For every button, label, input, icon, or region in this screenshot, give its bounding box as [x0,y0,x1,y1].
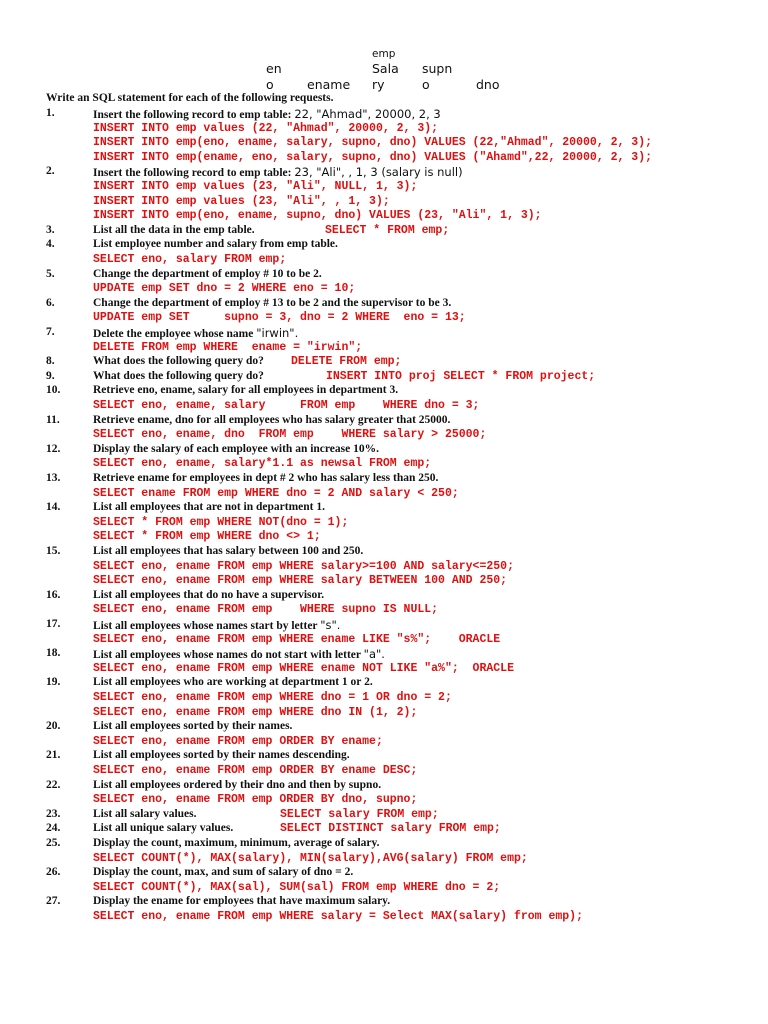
question-number: 21. [46,749,61,762]
sql-answer: SELECT eno, ename FROM emp WHERE dno IN (1, 2); [93,705,418,719]
question-number: 26. [46,866,61,879]
sql-answer: SELECT COUNT(*), MAX(sal), SUM(sal) FROM emp WHERE dno = 2; [93,880,501,894]
sql-answer: INSERT INTO emp(eno, ename, supno, dno) VALUES (23, "Ali", 1, 3); [93,209,542,223]
sql-answer: SELECT eno, ename FROM emp WHERE salary = Select MAX(salary) from emp); [93,910,583,923]
question-text: What does the following query do? [93,355,264,368]
sql-answer: SELECT eno, ename, salary FROM emp WHERE dno = 3; [93,399,480,412]
question-number: 14. [46,501,61,514]
question-value: "a". [363,647,385,662]
question-number: 23. [46,807,61,820]
sql-answer: INSERT INTO emp(eno, ename, salary, supno, dno) VALUES (22,"Ahmad", 20000, 2, 3); [93,136,652,150]
question-number: 16. [46,588,61,601]
question-text: List all employees whose names start by letter "s". [93,618,341,632]
header-supno-part1: supn [422,61,453,76]
question-value: "irwin". [256,326,299,340]
question-text: List all employees who are working at department 1 or 2. [93,676,373,689]
header-salary-part1: Sala [372,61,399,76]
sql-answer: SELECT * FROM emp; [325,223,450,237]
sql-answer: SELECT eno, ename FROM emp WHERE ename NOT LIKE "a%"; ORACLE [93,661,514,675]
sql-answer: SELECT salary FROM emp; [280,807,439,821]
question-text: Retrieve ename, dno for all employees who has salary greater that 25000. [93,413,451,426]
sql-answer: SELECT eno, ename, dno FROM emp WHERE salary > 25000; [93,428,487,442]
sql-answer: UPDATE emp SET dno = 2 WHERE eno = 10; [93,282,356,296]
sql-answer: INSERT INTO emp values (23, "Ali", NULL, 1, 3); [93,180,418,193]
sql-answer: INSERT INTO emp values (22, "Ahmad", 20000, 2, 3); [93,121,439,135]
question-number: 24. [46,822,61,835]
question-value: "s". [320,618,341,632]
header-salary-part2: ry [372,77,385,92]
header-eno-part2: o [266,77,274,92]
question-number: 3. [46,223,55,236]
instructions: Write an SQL statement for each of the following requests. [46,92,334,104]
question-text: Change the department of employ # 13 to be 2 and the supervisor to be 3. [93,296,452,309]
question-number: 9. [46,369,55,382]
header-eno-part1: en [266,61,282,76]
question-number: 2. [46,165,55,178]
sql-answer: SELECT eno, ename FROM emp ORDER BY ename DESC; [93,764,418,777]
question-text: Display the salary of each employee with an increase 10%. [93,442,379,455]
question-number: 17. [46,618,61,630]
question-value: 22, "Ahmad", 20000, 2, 3 [294,107,441,121]
header-ename: ename [307,77,351,92]
question-number: 15. [46,545,61,557]
question-text: Change the department of employ # 10 to be 2. [93,267,322,280]
question-value: 23, "Ali", , 1, 3 (salary is null) [294,165,463,180]
question-number: 22. [46,778,61,791]
question-text: Insert the following record to emp table: 23, "Ali", , 1, 3 (salary is null) [93,165,463,180]
sql-answer: SELECT DISTINCT salary FROM emp; [280,822,501,836]
question-text: Display the count, max, and sum of salary of dno = 2. [93,866,354,879]
question-number: 1. [46,107,55,119]
question-text: List all employees whose names do not start with letter "a". [93,647,385,662]
question-number: 5. [46,267,55,280]
sql-answer: UPDATE emp SET supno = 3, dno = 2 WHERE eno = 13; [93,311,466,325]
sql-answer: INSERT INTO emp values (23, "Ali", , 1, 3); [93,194,390,208]
header-supno-part2: o [422,77,430,92]
question-text: List all salary values. [93,807,197,820]
sql-answer: DELETE FROM emp WHERE ename = "irwin"; [93,340,363,354]
question-text: List employee number and salary from emp table. [93,238,338,251]
sql-answer: INSERT INTO proj SELECT * FROM project; [326,369,596,383]
sql-answer: SELECT eno, ename FROM emp WHERE supno IS NULL; [93,603,439,617]
question-number: 27. [46,895,61,908]
header-emp: emp [372,48,396,60]
question-text: Delete the employee whose name "irwin". [93,326,299,340]
question-text: List all employees ordered by their dno and then by supno. [93,778,382,791]
question-text: Display the count, maximum, minimum, average of salary. [93,837,380,849]
sql-answer: INSERT INTO emp(ename, eno, salary, supno, dno) VALUES ("Ahamd",22, 20000, 2, 3); [93,150,652,164]
sql-answer: SELECT eno, ename FROM emp WHERE dno = 1 OR dno = 2; [93,691,452,704]
question-text: Insert the following record to emp table: 22, "Ahmad", 20000, 2, 3 [93,107,441,121]
sql-answer: SELECT eno, salary FROM emp; [93,253,287,266]
question-number: 20. [46,720,61,733]
question-number: 13. [46,472,61,484]
sql-answer: SELECT eno, ename FROM emp WHERE salary>=100 AND salary<=250; [93,559,514,573]
question-number: 4. [46,238,55,251]
question-text: Retrieve eno, ename, salary for all employees in department 3. [93,384,399,397]
question-number: 19. [46,676,61,689]
sql-answer: SELECT ename FROM emp WHERE dno = 2 AND salary < 250; [93,486,459,500]
question-text: Display the ename for employees that have maximum salary. [93,895,391,908]
question-text: What does the following query do? [93,369,264,382]
question-text: List all employees sorted by their names descending. [93,749,350,762]
question-number: 6. [46,296,55,309]
question-number: 10. [46,384,61,397]
sql-answer: SELECT eno, ename FROM emp WHERE ename LIKE "s%"; ORACLE [93,632,501,646]
question-text: List all employees that are not in department 1. [93,501,326,514]
sql-answer: DELETE FROM emp; [291,355,402,369]
question-text: List all employees sorted by their names. [93,720,293,733]
sql-answer: SELECT * FROM emp WHERE dno <> 1; [93,530,321,544]
question-text: List all employees that do no have a supervisor. [93,588,325,601]
sql-answer: SELECT eno, ename FROM emp ORDER BY ename; [93,734,383,748]
sql-answer: SELECT COUNT(*), MAX(salary), MIN(salary),AVG(salary) FROM emp; [93,851,528,865]
question-text: List all employees that has salary between 100 and 250. [93,545,364,557]
sql-answer: SELECT eno, ename FROM emp ORDER BY dno, supno; [93,793,418,807]
question-number: 25. [46,837,61,849]
sql-answer: SELECT eno, ename, salary*1.1 as newsal FROM emp; [93,457,432,471]
question-text: List all unique salary values. [93,822,234,835]
question-number: 11. [46,413,60,426]
question-number: 7. [46,326,55,338]
question-number: 18. [46,647,61,660]
question-text: List all the data in the emp table. [93,223,255,236]
question-number: 12. [46,442,61,455]
question-number: 8. [46,355,55,368]
header-dno: dno [476,77,500,92]
sql-answer: SELECT eno, ename FROM emp WHERE salary BETWEEN 100 AND 250; [93,574,508,588]
sql-answer: SELECT * FROM emp WHERE NOT(dno = 1); [93,515,349,529]
question-text: Retrieve ename for employees in dept # 2 who has salary less than 250. [93,472,439,484]
